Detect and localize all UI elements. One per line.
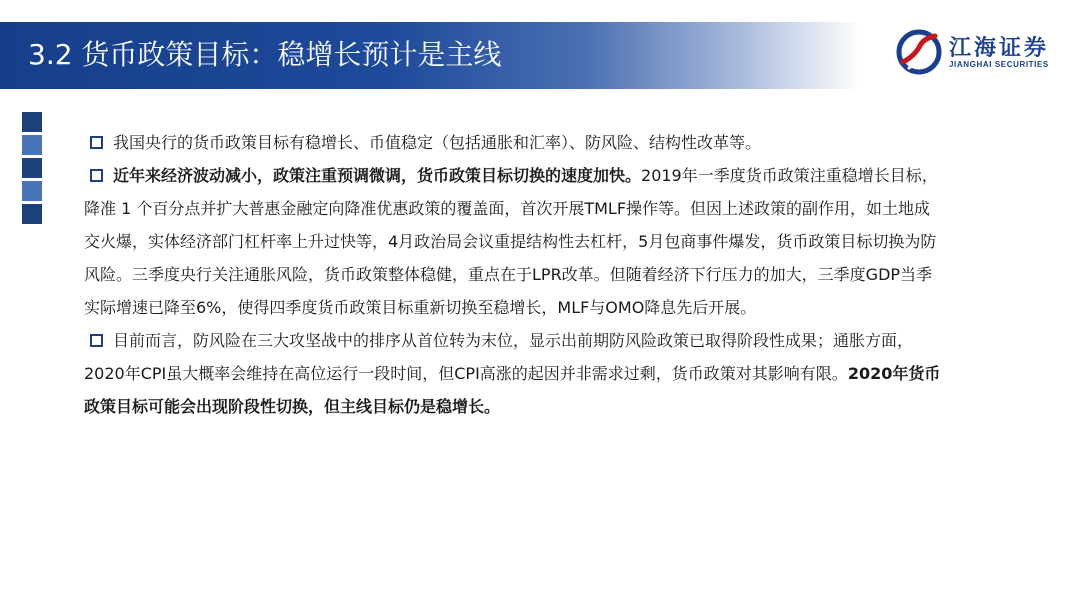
decor-square — [22, 204, 42, 224]
decor-square — [22, 112, 42, 132]
decor-square — [22, 135, 42, 155]
bullet-bold-tail: 2020年货币政策目标可能会出现阶段性切换，但主线目标仍是稳增长。 — [84, 364, 941, 416]
bullet-item — [84, 324, 946, 423]
logo-name-cn: 江海证券 — [949, 36, 1050, 61]
bullet-item — [84, 159, 946, 324]
logo-name-en: JIANGHAI SECURITIES — [949, 60, 1049, 69]
bullet-text: 我国央行的货币政策目标有稳增长、币值稳定（包括通胀和汇率）、防风险、结构性改革等。 — [113, 133, 762, 152]
jianghai-logo-icon — [895, 28, 943, 76]
decor-square — [22, 181, 42, 201]
square-bullet-icon — [90, 136, 103, 149]
decor-square — [22, 158, 42, 178]
bullet-item — [84, 126, 946, 159]
decorative-squares — [22, 112, 44, 227]
bullet-text: 目前而言，防风险在三大攻坚战中的排序从首位转为末位，显示出前期防风险政策已取得阶段性成果；通胀方面，2020年CPI虽大概率会维持在高位运行一段时间，但CPI高涨的起因并非需求过剩，货币政策对其影响有限。 — [84, 331, 914, 383]
square-bullet-icon — [90, 334, 103, 347]
square-bullet-icon — [90, 169, 103, 182]
bullet-list — [84, 126, 946, 423]
slide-title: 3.2 货币政策目标：稳增长预计是主线 — [28, 38, 502, 71]
bullet-bold-lead: 近年来经济波动减小，政策注重预调微调，货币政策目标切换的速度加快。 — [113, 166, 642, 185]
bullet-text: 2019年一季度货币政策注重稳增长目标，降准 1 个百分点并扩大普惠金融定向降准优惠政策的覆盖面，首次开展TMLF操作等。但因上述政策的副作用，如土地成交火爆，实体经济部门杠杆率上升过快等，4月政治局会议重提结构性去杠杆，5月包商事件爆发，货币政策目标切换为防风险。三季度央行关注通胀风险，货币政策整体稳健，重点在于LPR改革。但随着经济下行压力的加大，三季度GDP当季实际增速已降至6%，使得四季度货币政策目标重新切换至稳增长，MLF与OMO降息先后开展。 — [84, 166, 938, 317]
company-logo — [895, 28, 1065, 78]
